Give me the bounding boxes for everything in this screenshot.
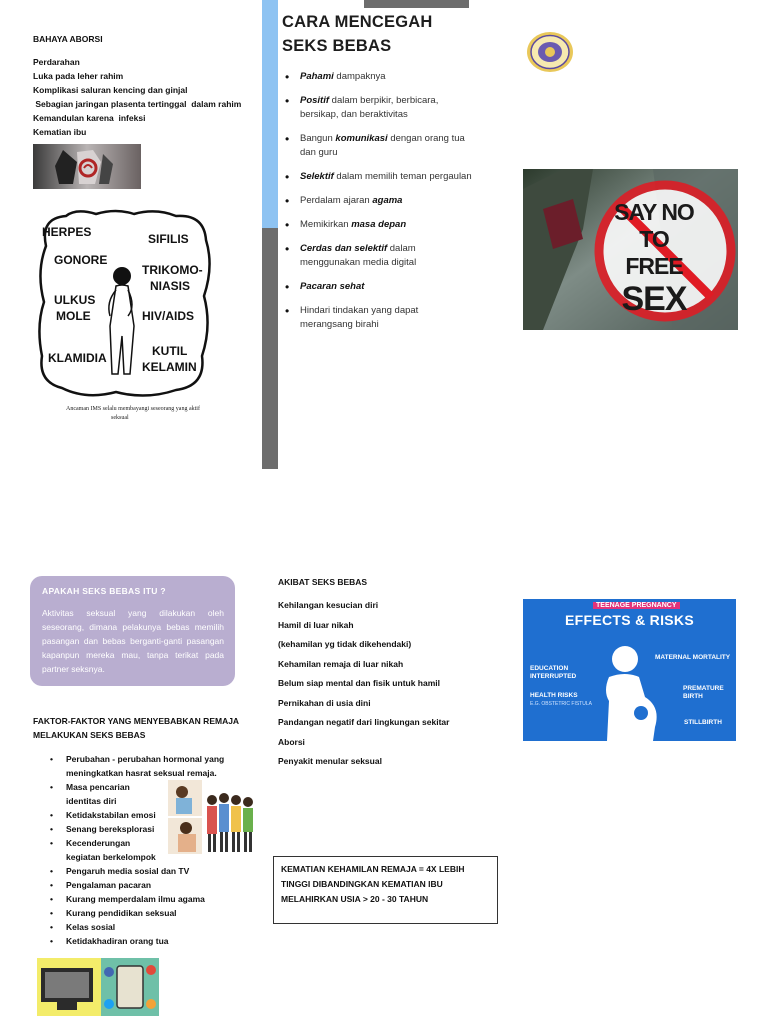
akibat-item: Hamil di luar nikah [278,619,354,630]
title-line-2: SEKS BEBAS [282,37,392,55]
prevention-tips-list [284,70,472,342]
accent-bar-blue [262,0,278,228]
akibat-item: (kehamilan yg tidak dikehendaki) [278,639,412,649]
tip-item: • Bangun komunikasi dengan orang tua dan guru [284,132,472,160]
definition-title: APAKAH SEKS BEBAS ITU ? [42,586,166,596]
faktor-item: • Kecenderungan kegiatan berkelompok [48,836,166,864]
digital-media-illustration [37,958,159,1016]
definition-text: Aktivitas seksual yang dilakukan oleh seseorang, dimana pelakunya bebas memilih pasangan dan bebas berganti-ganti pasangan kapanpun mereka mau, tanpa terikat pada partner seksnya. [42,608,224,674]
title-line-1: CARA MENCEGAH [282,13,433,31]
poster-health-risks: HEALTH RISKS [530,692,578,699]
faktor-item: • Kurang pendidikan seksual [48,906,242,920]
faktor-item: • Kelas sosial [48,920,242,934]
std-label-trikomoniasis-2: NIASIS [150,279,191,293]
bahaya-aborsi-list [33,55,258,139]
std-caption-2: seksual [111,415,129,421]
poster-title: EFFECTS & RISKS [565,612,694,628]
say-no-text [608,199,700,318]
faktor-item: • Pengalaman pacaran [48,878,242,892]
std-caption: Ancaman IMS selalu membayangi seseorang yang aktif [66,406,200,412]
teenage-pregnancy-poster [523,599,736,741]
tip-item: • Memikirkan masa depan [284,218,472,232]
cara-mencegah-title [282,10,433,58]
faktor-item: • Pengaruh media sosial dan TV [48,864,242,878]
akibat-item: Kehilangan kesucian diri [278,600,379,610]
poster-maternal: MATERNAL MORTALITY [655,654,731,661]
say-no-line-1: SAY NO [614,199,694,225]
tip-item: • Hindari tindakan yang dapat merangsang birahi [284,304,472,332]
accent-bar-gray [262,228,278,469]
teenagers-illustration [168,780,256,856]
bahaya-item: Perdarahan [33,57,80,67]
poster-stillbirth: STILLBIRTH [684,719,722,726]
bahaya-item: Komplikasi saluran kencing dan ginjal [33,85,188,95]
std-label-mole: MOLE [56,309,91,323]
akibat-item: Pernikahan di usia dini [278,697,371,708]
std-label-klamidia: KLAMIDIA [48,351,107,365]
std-label-kutil: KUTIL [152,344,188,358]
say-no-line-2: TO FREE [625,226,683,279]
akibat-item: Belum siap mental dan fisik untuk hamil [278,678,441,688]
poster-premature [683,685,724,701]
akibat-item: Aborsi [278,736,305,747]
faktor-item: • Ketidakhadiran orang tua [48,934,242,948]
bahaya-item: Kematian ibu [33,127,87,137]
faktor-item: • Senang bereksplorasi [48,822,242,836]
definition-box [30,576,235,686]
tip-item: • Cerdas dan selektif dalam menggunakan media digital [284,242,472,270]
akibat-list [278,600,503,776]
tip-item: • Pacaran sehat [284,280,472,294]
mortality-note-box: KEMATIAN KEHAMILAN REMAJA = 4X LEBIH TINGGI DIBANDINGKAN KEMATIAN IBU MELAHIRKAN USIA > 20 - 30 TAHUN [273,856,498,924]
poster-health-sub: E.G. OBSTETRIC FISTULA [530,701,592,707]
tip-item: • Selektif dalam memilih teman pergaulan [284,170,472,184]
bahaya-item: Kemandulan karena infeksi [33,113,146,123]
say-no-line-3: SEX [621,280,687,318]
poster-education-line-1: EDUCATION [530,665,569,672]
poster-header: TEENAGE PREGNANCY [593,602,680,609]
faktor-item: • Perubahan - perubahan hormonal yang meningkatkan hasrat seksual remaja. [48,752,242,780]
akibat-item: Kehamilan remaja di luar nikah [278,658,404,669]
bahaya-aborsi-title: BAHAYA ABORSI [33,34,103,44]
std-label-ulkus: ULKUS [54,293,96,307]
akibat-title: AKIBAT SEKS BEBAS [278,577,368,587]
school-logo [526,31,574,73]
tip-item: • Perdalam ajaran agama [284,194,472,208]
faktor-title-line-2: MELAKUKAN SEKS BEBAS [33,730,146,740]
std-label-herpes: HERPES [42,225,92,239]
poster-premature-line-1: PREMATURE [683,685,724,692]
tip-item: • Positif dalam berpikir, berbicara, bersikap, dan beraktivitas [284,94,472,122]
faktor-item: • Ketidakstabilan emosi [48,808,242,822]
bahaya-item: Luka pada leher rahim [33,71,124,81]
std-label-trikomoniasis-1: TRIKOMO- [142,263,203,277]
accent-bar-top [364,0,469,8]
poster-education [530,665,576,681]
stop-hand-image [33,144,141,189]
std-label-hivaids: HIV/AIDS [142,309,195,323]
faktor-title-line-1: FAKTOR-FAKTOR YANG MENYEBABKAN REMAJA [33,716,240,726]
poster-premature-line-2: BIRTH [683,693,703,700]
akibat-item: Pandangan negatif dari lingkungan sekitar [278,717,450,727]
poster-education-line-2: INTERRUPTED [530,673,577,680]
std-label-gonore: GONORE [54,253,108,267]
akibat-item: Penyakit menular seksual [278,756,382,766]
bahaya-item: Sebagian jaringan plasenta tertinggal dalam rahim [33,99,242,109]
faktor-item: • Kurang memperdalam ilmu agama [48,892,242,906]
faktor-title [33,714,239,742]
std-label-sifilis: SIFILIS [148,232,189,246]
faktor-item: • Masa pencarian identitas diri [48,780,166,808]
std-label-kelamin: KELAMIN [142,360,197,374]
tip-item: • Pahami dampaknya [284,70,472,84]
